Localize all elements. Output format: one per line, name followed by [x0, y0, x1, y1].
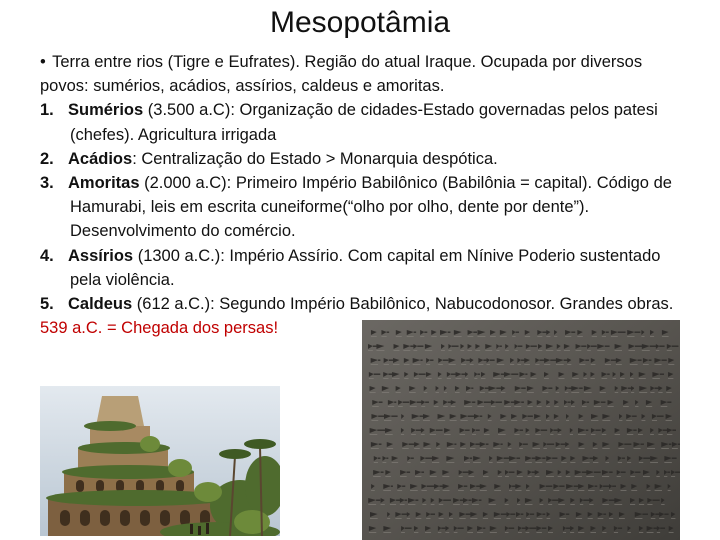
item-text: (2.000 a.C): Primeiro Império Babilônico (Babilônia = capital). Código de Hamurabi, leis em escrita cuneiforme(“olho por olho, dente por dente”). Desenvolvimento do comércio.	[70, 174, 672, 241]
item-text: (612 a.C.): Segundo Império Babilônico, Nabucodonosor. Grandes obras.	[132, 295, 674, 314]
slide-body	[40, 50, 680, 340]
item-name: Sumérios	[68, 101, 144, 120]
slide-title: Mesopotâmia	[269, 6, 451, 39]
item-number: 4.	[40, 246, 54, 265]
item-number: 5.	[40, 295, 54, 314]
item-number: 1.	[40, 101, 54, 120]
item-name: Caldeus	[68, 295, 133, 314]
list-item-caldeus	[40, 292, 680, 316]
item-name: Assírios	[68, 246, 134, 265]
babylon-gardens-image	[40, 386, 280, 536]
item-number: 3.	[40, 174, 54, 193]
bullet-icon: •	[40, 53, 46, 71]
item-name: Amoritas	[68, 174, 140, 193]
item-name: Acádios	[68, 149, 133, 168]
list-item-acadios	[40, 147, 680, 171]
item-text: : Centralização do Estado > Monarquia despótica.	[132, 149, 498, 168]
cuneiform-tablet-image	[362, 320, 680, 540]
list-item-amoritas	[40, 171, 680, 244]
list-item-sumerios	[40, 98, 680, 146]
item-text: (3.500 a.C): Organização de cidades-Estado governadas pelos patesi (chefes). Agricultura irrigada	[70, 101, 658, 144]
item-text: (1300 a.C.): Império Assírio. Com capital em Nínive Poderio sustentado pela violência.	[70, 246, 661, 289]
intro-paragraph	[40, 50, 680, 98]
list-item-assirios	[40, 244, 680, 292]
intro-text: Terra entre rios (Tigre e Eufrates). Região do atual Iraque. Ocupada por diversos povos: sumérios, acádios, assírios, caldeus e amoritas.	[40, 53, 643, 96]
item-number: 2.	[40, 149, 54, 168]
conclusion-text: 539 a.C. = Chegada dos persas!	[40, 319, 279, 338]
